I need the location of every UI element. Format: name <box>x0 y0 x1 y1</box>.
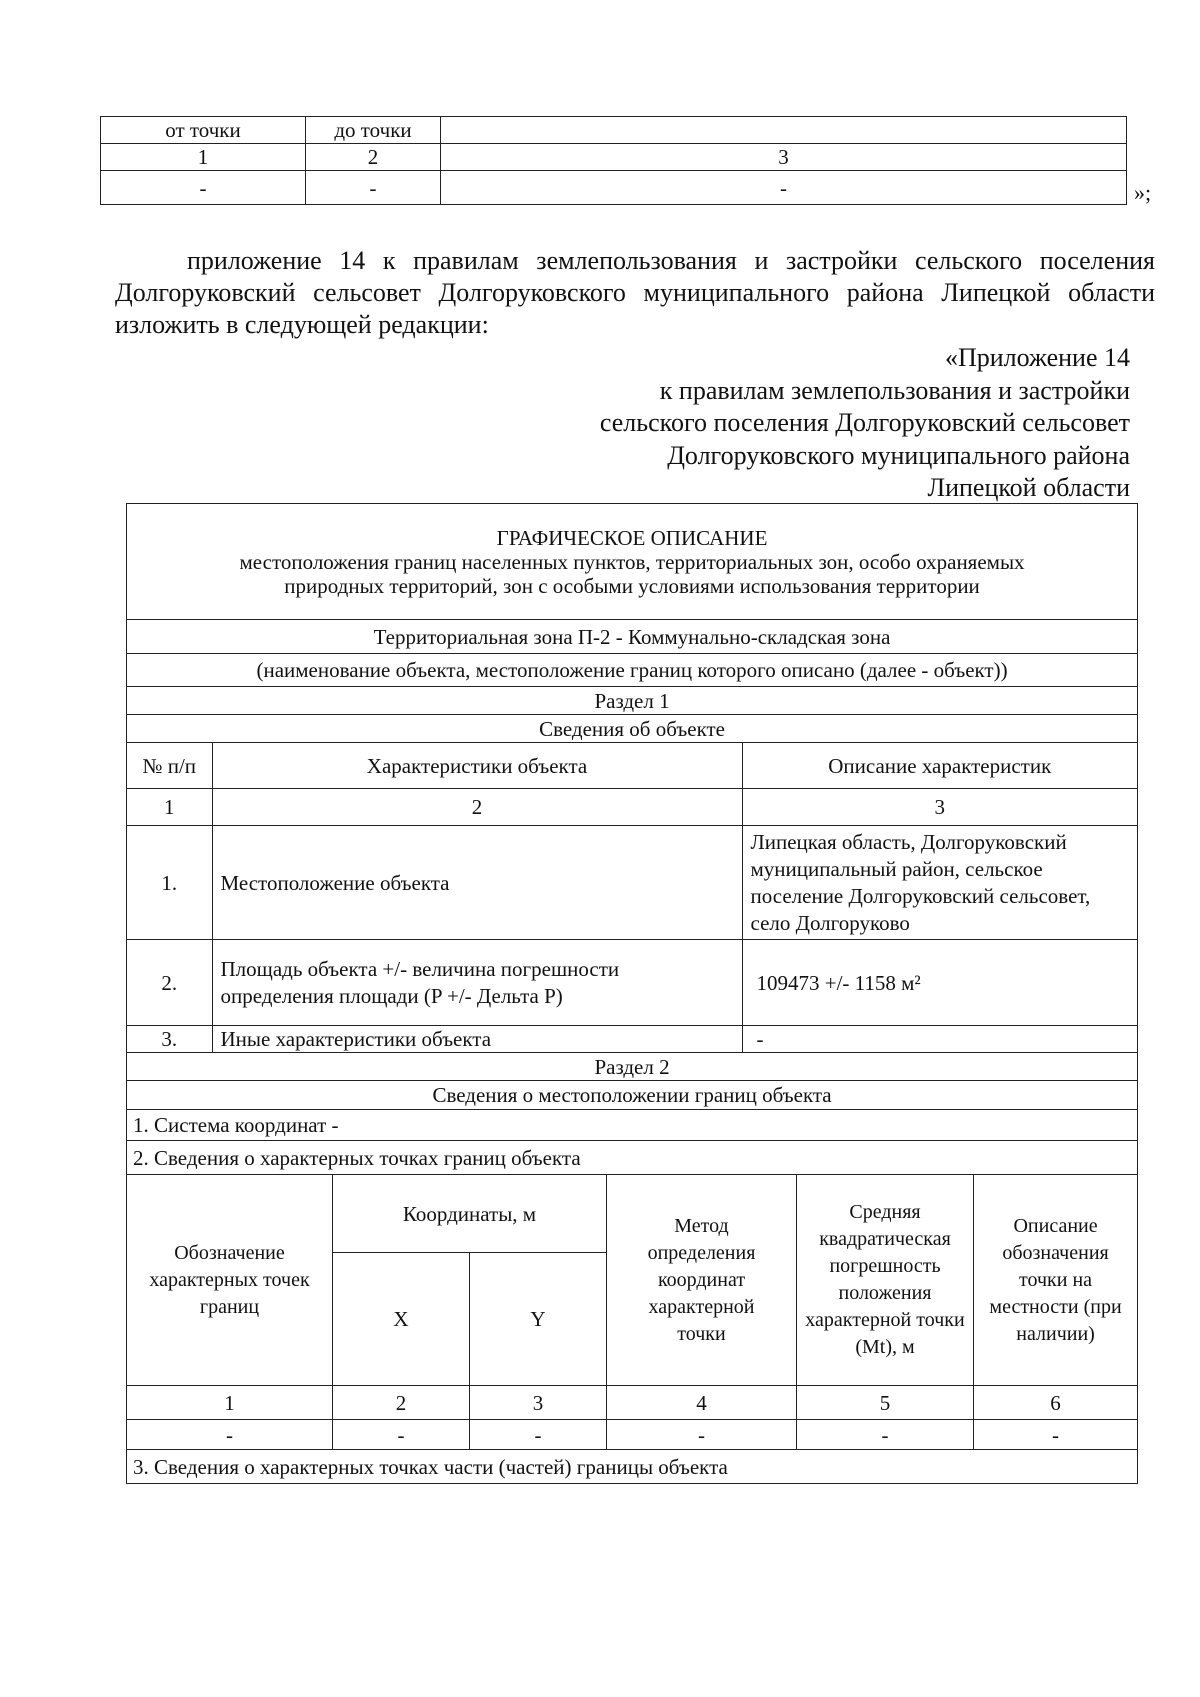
info-col-number-1: 1 <box>127 789 212 825</box>
points-col-number-5: 5 <box>797 1386 974 1420</box>
points-value-2: - <box>333 1420 470 1450</box>
info-col-number-2: 2 <box>212 789 742 825</box>
row-3-number: 3. <box>127 1026 212 1052</box>
row-2-name: Площадь объекта +/- величина погрешности определения площади (P +/- Дельта P) <box>212 940 742 1025</box>
points-value-4: - <box>607 1420 797 1450</box>
document-subtitle: местоположения границ населенных пунктов, территориальных зон, особо охраняемых природных территорий, зон с особыми условиями использования территории <box>239 549 1025 598</box>
object-info-header <box>127 743 1137 788</box>
zone-name: Территориальная зона П-2 - Коммунально-складская зона <box>127 620 1138 654</box>
to-point-header: до точки <box>306 117 441 144</box>
row-3-value: - <box>756 1027 764 1051</box>
points-col-number-3: 3 <box>470 1386 607 1420</box>
method-header: Метод определения координат характерной точки <box>607 1175 797 1386</box>
coordinate-system: 1. Система координат - <box>127 1110 1138 1141</box>
empty-header <box>441 117 1127 144</box>
points-col-number-6: 6 <box>974 1386 1138 1420</box>
appendix-line-1: «Приложение 14 <box>944 343 1130 372</box>
points-title: 2. Сведения о характерных точках границ объекта <box>127 1141 1138 1175</box>
row-1-name: Местоположение объекта <box>212 826 742 939</box>
object-note: (наименование объекта, местоположение границ которого описано (далее - объект)) <box>127 654 1138 687</box>
amendment-paragraph: приложение 14 к правилам землепользования и застройки сельского поселения Долгоруковский сельсовет Долгоруковского муниципального района Липецкой области изложить в следующей редакции: <box>115 246 1155 339</box>
points-col-number-1: 1 <box>127 1386 333 1420</box>
appendix-header <box>430 342 1130 505</box>
section-1-title: Сведения об объекте <box>127 715 1138 743</box>
previous-table-end <box>100 116 1127 205</box>
row-1-value: Липецкая область, Долгоруковский муниципальный район, сельское поселение Долгоруковский сельсовет, село Долгоруково <box>750 829 1091 935</box>
point-description-header: Описание обозначения точки на местности (при наличии) <box>974 1175 1138 1386</box>
y-header: Y <box>470 1253 607 1386</box>
table-row <box>127 1026 1137 1052</box>
value-cell-3: - <box>441 171 1127 205</box>
points-col-number-2: 2 <box>333 1386 470 1420</box>
x-header: X <box>333 1253 470 1386</box>
graphic-description-table <box>126 503 1138 1484</box>
description-header: Описание характеристик <box>828 753 1052 778</box>
section-1-label: Раздел 1 <box>127 687 1138 715</box>
points-value-5: - <box>797 1420 974 1450</box>
appendix-line-3: сельского поселения Долгоруковский сельсовет <box>599 408 1130 437</box>
col-number-2: 2 <box>306 144 441 171</box>
title-cell <box>127 504 1138 620</box>
object-info-numbers <box>127 789 1137 825</box>
points-value-1: - <box>127 1420 333 1450</box>
table-row <box>127 826 1137 939</box>
col-number-1: 1 <box>101 144 306 171</box>
parts-title: 3. Сведения о характерных точках части (частей) границы объекта <box>127 1450 1138 1484</box>
row-3-name: Иные характеристики объекта <box>212 1026 742 1052</box>
section-2-label: Раздел 2 <box>127 1053 1138 1081</box>
row-2-number: 2. <box>127 940 212 1025</box>
value-cell-1: - <box>101 171 306 205</box>
error-header: Средняя квадратическая погрешность положения характерной точки (Mt), м <box>797 1175 974 1386</box>
info-col-number-3: 3 <box>934 795 946 819</box>
closing-quote: »; <box>1134 180 1152 205</box>
appendix-line-5: Липецкой области <box>927 473 1130 502</box>
from-point-header: от точки <box>101 117 306 144</box>
table-row <box>127 940 1137 1025</box>
points-col-number-4: 4 <box>607 1386 797 1420</box>
coordinates-header: Координаты, м <box>333 1175 607 1253</box>
number-header: № п/п <box>127 743 212 788</box>
row-1-number: 1. <box>127 826 212 939</box>
appendix-line-2: к правилам землепользования и застройки <box>659 375 1130 405</box>
section-2-title: Сведения о местоположении границ объекта <box>127 1081 1138 1110</box>
row-2-value: 109473 +/- 1158 м² <box>756 970 921 995</box>
appendix-line-4: Долгоруковского муниципального района <box>667 440 1130 470</box>
col-number-3: 3 <box>441 144 1127 171</box>
points-value-6: - <box>974 1420 1138 1450</box>
points-value-3: - <box>470 1420 607 1450</box>
value-cell-2: - <box>306 171 441 205</box>
characteristic-header: Характеристики объекта <box>212 743 742 788</box>
document-title: ГРАФИЧЕСКОЕ ОПИСАНИЕ <box>496 525 768 550</box>
designation-header: Обозначение характерных точек границ <box>127 1175 333 1386</box>
